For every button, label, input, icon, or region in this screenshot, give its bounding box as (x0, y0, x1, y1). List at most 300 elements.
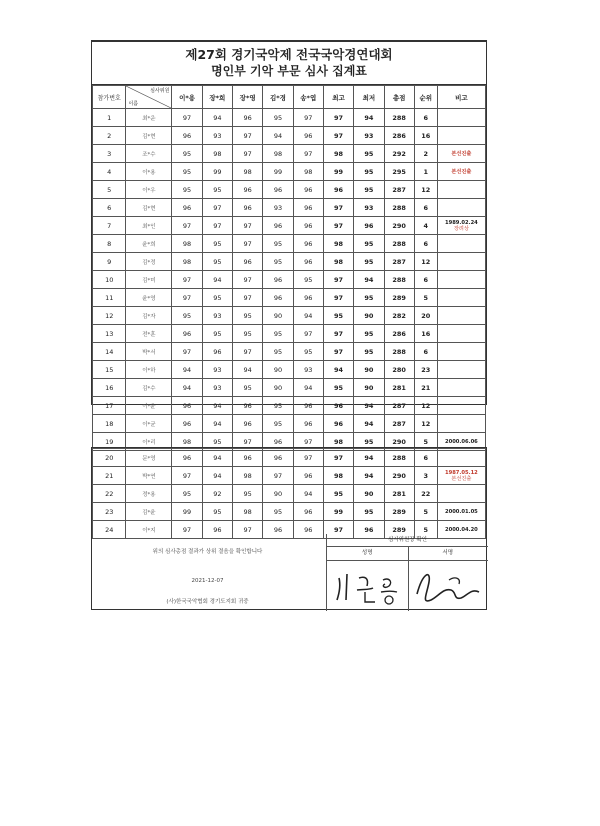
min-score-cell: 90 (354, 379, 384, 397)
contestant-name-cell: 김*현 (126, 127, 172, 145)
judge2-score-cell: 94 (202, 449, 232, 467)
table-row (93, 397, 486, 415)
contestant-name-cell: 김*미 (126, 271, 172, 289)
entry-no-cell: 23 (93, 503, 126, 521)
handwritten-name (329, 564, 409, 608)
judge3-score-cell: 98 (233, 163, 263, 181)
judge3-score-cell: 98 (233, 467, 263, 485)
judge-name-header (126, 86, 172, 109)
table-row (93, 307, 486, 325)
total-score-cell: 290 (384, 217, 414, 235)
judge5-score-cell: 96 (293, 217, 323, 235)
total-score-cell: 280 (384, 361, 414, 379)
total-score-cell: 289 (384, 503, 414, 521)
entry-no-cell: 18 (93, 415, 126, 433)
judge2-score-cell: 95 (202, 253, 232, 271)
total-score-cell: 287 (384, 415, 414, 433)
min-score-cell: 95 (354, 343, 384, 361)
total-score-cell: 287 (384, 181, 414, 199)
remark-cell (437, 307, 485, 325)
table-row (93, 181, 486, 199)
rank-cell: 1 (414, 163, 437, 181)
judge3-score-cell: 95 (233, 379, 263, 397)
judge5-score-cell: 96 (293, 415, 323, 433)
score-table (92, 85, 486, 451)
judge3-score-cell: 96 (233, 415, 263, 433)
judge4-score-cell: 95 (263, 503, 293, 521)
judge4-score-cell: 93 (263, 199, 293, 217)
entry-no-cell: 17 (93, 397, 126, 415)
remark-cell (437, 415, 485, 433)
min-score-cell: 94 (354, 449, 384, 467)
total-score-cell: 289 (384, 521, 414, 539)
judge1-score-cell: 97 (172, 343, 202, 361)
judge4-score-cell: 90 (263, 379, 293, 397)
remark-cell (437, 325, 485, 343)
remark-cell (437, 253, 485, 271)
contestant-name-cell: 정*용 (126, 485, 172, 503)
judge5-score-cell: 96 (293, 289, 323, 307)
max-score-cell: 95 (323, 485, 353, 503)
min-score-cell: 90 (354, 485, 384, 503)
judge2-score-cell: 99 (202, 163, 232, 181)
table-row (93, 109, 486, 127)
judge2-score-cell: 94 (202, 415, 232, 433)
judge5-score-cell: 96 (293, 521, 323, 539)
max-header: 최고 (323, 86, 353, 109)
max-score-cell: 97 (323, 449, 353, 467)
judge5-score-cell: 96 (293, 503, 323, 521)
remark-cell (437, 163, 485, 181)
total-score-cell: 288 (384, 271, 414, 289)
contestant-name-cell: 박*서 (126, 343, 172, 361)
table-row (93, 467, 486, 485)
rank-cell: 6 (414, 449, 437, 467)
judge3-score-cell: 97 (233, 433, 263, 451)
document-title: 제27회 경기국악제 전국국악경연대회 (185, 47, 393, 62)
rank-cell: 12 (414, 253, 437, 271)
contestant-name-cell: 전*훈 (126, 325, 172, 343)
judge2-score-cell: 97 (202, 199, 232, 217)
min-score-cell: 95 (354, 325, 384, 343)
max-score-cell: 96 (323, 397, 353, 415)
min-score-cell: 96 (354, 521, 384, 539)
judge5-score-cell: 96 (293, 127, 323, 145)
max-score-cell: 97 (323, 127, 353, 145)
judge1-score-cell: 96 (172, 397, 202, 415)
judge1-score-cell: 97 (172, 217, 202, 235)
contestant-name-cell: 이*윤 (126, 397, 172, 415)
min-header: 최저 (354, 86, 384, 109)
entry-no-cell: 5 (93, 181, 126, 199)
contestant-name-cell: 이*리 (126, 433, 172, 451)
judge3-score-cell: 94 (233, 361, 263, 379)
total-score-cell: 295 (384, 163, 414, 181)
rank-cell: 5 (414, 433, 437, 451)
remarks-header: 비고 (437, 86, 485, 109)
judge2-score-cell: 95 (202, 503, 232, 521)
judge3-score-cell: 96 (233, 449, 263, 467)
judge2-score-cell: 93 (202, 361, 232, 379)
judge5-score-cell: 98 (293, 163, 323, 181)
contestant-name-cell: 김*정 (126, 253, 172, 271)
contestant-name-cell: 윤*희 (126, 235, 172, 253)
judge5-score-cell: 96 (293, 467, 323, 485)
contestant-name-cell: 최*운 (126, 109, 172, 127)
judge4-score-cell: 96 (263, 217, 293, 235)
min-score-cell: 94 (354, 397, 384, 415)
judge2-score-cell: 95 (202, 325, 232, 343)
judge3-score-cell: 97 (233, 127, 263, 145)
entry-no-cell: 24 (93, 521, 126, 539)
rank-cell: 4 (414, 217, 437, 235)
name-column-label: 성명 (361, 550, 373, 556)
judge1-score-cell: 95 (172, 145, 202, 163)
judge1-score-cell: 95 (172, 307, 202, 325)
chief-judge-signature-box (326, 534, 488, 611)
judge5-score-cell: 96 (293, 235, 323, 253)
judge4-score-cell: 95 (263, 397, 293, 415)
remark-line-1: 2000.04.20 (444, 526, 478, 533)
entry-no-cell: 3 (93, 145, 126, 163)
total-score-cell: 288 (384, 449, 414, 467)
min-score-cell: 96 (354, 217, 384, 235)
max-score-cell: 96 (323, 181, 353, 199)
table-row (93, 163, 486, 181)
rank-cell: 5 (414, 521, 437, 539)
entry-no-header: 참가번호 (93, 86, 126, 109)
rank-cell: 6 (414, 271, 437, 289)
table-row (93, 289, 486, 307)
remark-cell (437, 449, 485, 467)
total-score-cell: 288 (384, 343, 414, 361)
judge2-score-cell: 95 (202, 289, 232, 307)
judge1-score-cell: 97 (172, 467, 202, 485)
min-score-cell: 95 (354, 181, 384, 199)
judge2-score-cell: 95 (202, 181, 232, 199)
judge3-score-cell: 95 (233, 307, 263, 325)
table-row (93, 271, 486, 289)
judge4-score-cell: 95 (263, 415, 293, 433)
total-score-cell: 281 (384, 485, 414, 503)
tally-sheet-page-1 (91, 40, 487, 446)
rank-cell: 6 (414, 199, 437, 217)
entry-no-cell: 21 (93, 467, 126, 485)
entry-no-cell: 20 (93, 449, 126, 467)
max-score-cell: 97 (323, 343, 353, 361)
table-row (93, 361, 486, 379)
remark-cell (437, 361, 485, 379)
judge4-score-cell: 95 (263, 343, 293, 361)
judge4-score-cell: 96 (263, 271, 293, 289)
contestant-name-cell: 조*수 (126, 145, 172, 163)
judge4-score-cell: 98 (263, 145, 293, 163)
judge-header-1: 이*용 (172, 86, 202, 109)
rank-cell: 5 (414, 503, 437, 521)
judge4-score-cell: 97 (263, 467, 293, 485)
total-score-cell: 286 (384, 127, 414, 145)
judge1-score-cell: 94 (172, 361, 202, 379)
document-subtitle: 명인부 기악 부문 심사 집계표 (211, 64, 367, 78)
judge2-score-cell: 93 (202, 379, 232, 397)
judge3-score-cell: 95 (233, 325, 263, 343)
max-score-cell: 97 (323, 217, 353, 235)
entry-no-cell: 13 (93, 325, 126, 343)
rank-cell: 16 (414, 325, 437, 343)
total-score-cell: 290 (384, 433, 414, 451)
judge1-score-cell: 96 (172, 415, 202, 433)
entry-no-cell: 8 (93, 235, 126, 253)
remark-line-2: 본선진출 (451, 475, 472, 482)
remark-cell (437, 397, 485, 415)
table-row (93, 127, 486, 145)
table-row (93, 253, 486, 271)
footer-confirmation (92, 534, 486, 611)
max-score-cell: 97 (323, 109, 353, 127)
rank-cell: 6 (414, 235, 437, 253)
judge5-score-cell: 94 (293, 485, 323, 503)
remark-cell (437, 485, 485, 503)
judge3-score-cell: 96 (233, 253, 263, 271)
total-score-cell: 288 (384, 199, 414, 217)
remark-cell (437, 271, 485, 289)
score-table-body (93, 109, 486, 451)
max-score-cell: 95 (323, 379, 353, 397)
judge5-score-cell: 96 (293, 181, 323, 199)
judge1-score-cell: 97 (172, 521, 202, 539)
judge3-score-cell: 97 (233, 343, 263, 361)
remark-line-1: 본선진출 (451, 150, 472, 157)
confirmation-date: 2021-12-07 (191, 578, 224, 584)
table-row (93, 217, 486, 235)
table-row (93, 449, 486, 467)
judge3-score-cell: 97 (233, 271, 263, 289)
table-row (93, 199, 486, 217)
min-score-cell: 95 (354, 145, 384, 163)
contestant-name-cell: 이*우 (126, 181, 172, 199)
judge1-score-cell: 96 (172, 449, 202, 467)
judge1-score-cell: 95 (172, 163, 202, 181)
remark-cell (437, 181, 485, 199)
judge4-score-cell: 99 (263, 163, 293, 181)
remark-cell (437, 467, 485, 485)
entry-no-cell: 15 (93, 361, 126, 379)
remark-cell (437, 289, 485, 307)
contestant-name-cell: 김*수 (126, 379, 172, 397)
entry-no-cell: 2 (93, 127, 126, 145)
judge4-score-cell: 95 (263, 109, 293, 127)
contestant-name-cell: 최*인 (126, 217, 172, 235)
judge1-score-cell: 96 (172, 199, 202, 217)
min-score-cell: 90 (354, 361, 384, 379)
max-score-cell: 98 (323, 253, 353, 271)
name-label: 이름 (128, 101, 139, 107)
min-score-cell: 94 (354, 467, 384, 485)
signature-box-header: 심사위원장 확인 (327, 534, 488, 547)
rank-cell: 23 (414, 361, 437, 379)
judge1-score-cell: 94 (172, 379, 202, 397)
judge5-score-cell: 95 (293, 343, 323, 361)
entry-no-cell: 22 (93, 485, 126, 503)
min-score-cell: 90 (354, 307, 384, 325)
max-score-cell: 97 (323, 199, 353, 217)
judge1-score-cell: 97 (172, 109, 202, 127)
entry-no-cell: 12 (93, 307, 126, 325)
remark-line-2: 장려상 (453, 225, 469, 232)
judge4-score-cell: 96 (263, 289, 293, 307)
rank-cell: 20 (414, 307, 437, 325)
max-score-cell: 95 (323, 307, 353, 325)
score-table-continued (92, 448, 486, 539)
total-score-cell: 288 (384, 109, 414, 127)
remark-cell (437, 109, 485, 127)
table-row (93, 343, 486, 361)
judge3-score-cell: 98 (233, 503, 263, 521)
judge5-score-cell: 97 (293, 433, 323, 451)
judge4-score-cell: 94 (263, 127, 293, 145)
judge2-score-cell: 94 (202, 271, 232, 289)
remark-cell (437, 199, 485, 217)
judge3-score-cell: 96 (233, 397, 263, 415)
total-score-cell: 286 (384, 325, 414, 343)
remark-line-1: 2000.01.05 (444, 508, 478, 515)
contestant-name-cell: 김*윤 (126, 503, 172, 521)
judge5-score-cell: 96 (293, 397, 323, 415)
judge5-score-cell: 96 (293, 253, 323, 271)
min-score-cell: 95 (354, 503, 384, 521)
judge5-score-cell: 96 (293, 199, 323, 217)
judge5-score-cell: 97 (293, 145, 323, 163)
judge2-score-cell: 94 (202, 109, 232, 127)
contestant-name-cell: 이*용 (126, 163, 172, 181)
max-score-cell: 97 (323, 325, 353, 343)
judge4-score-cell: 96 (263, 433, 293, 451)
tally-sheet-page-2 (91, 447, 487, 610)
remark-cell (437, 235, 485, 253)
table-row (93, 503, 486, 521)
rank-cell: 6 (414, 109, 437, 127)
judge2-score-cell: 93 (202, 127, 232, 145)
judge2-score-cell: 95 (202, 433, 232, 451)
judge3-score-cell: 97 (233, 217, 263, 235)
judge3-score-cell: 96 (233, 109, 263, 127)
judge2-score-cell: 95 (202, 235, 232, 253)
table-row (93, 415, 486, 433)
max-score-cell: 99 (323, 503, 353, 521)
max-score-cell: 99 (323, 163, 353, 181)
judge3-score-cell: 96 (233, 199, 263, 217)
remark-cell (437, 127, 485, 145)
remark-line-1: 2000.06.06 (444, 438, 478, 445)
min-score-cell: 93 (354, 127, 384, 145)
judge2-score-cell: 96 (202, 521, 232, 539)
entry-no-cell: 4 (93, 163, 126, 181)
min-score-cell: 93 (354, 199, 384, 217)
table-header-row (93, 86, 486, 109)
judge3-score-cell: 95 (233, 485, 263, 503)
judge5-score-cell: 95 (293, 271, 323, 289)
judge3-score-cell: 97 (233, 235, 263, 253)
judge2-score-cell: 94 (202, 397, 232, 415)
judge5-score-cell: 97 (293, 109, 323, 127)
judge1-score-cell: 96 (172, 325, 202, 343)
signature-column-label: 서명 (442, 550, 454, 556)
total-score-cell: 288 (384, 235, 414, 253)
judge4-score-cell: 96 (263, 521, 293, 539)
judge-label: 심사위원 (150, 88, 170, 94)
min-score-cell: 95 (354, 289, 384, 307)
contestant-name-cell: 이*지 (126, 521, 172, 539)
judge5-score-cell: 93 (293, 361, 323, 379)
judge-header-2: 장*희 (202, 86, 232, 109)
judge1-score-cell: 98 (172, 253, 202, 271)
max-score-cell: 98 (323, 235, 353, 253)
rank-cell: 12 (414, 397, 437, 415)
contestant-name-cell: 김*자 (126, 307, 172, 325)
contestant-name-cell: 이*균 (126, 415, 172, 433)
remark-line-1: 1987.05.12 (444, 469, 478, 476)
rank-cell: 12 (414, 181, 437, 199)
judge1-score-cell: 95 (172, 181, 202, 199)
judge2-score-cell: 98 (202, 145, 232, 163)
min-score-cell: 94 (354, 109, 384, 127)
total-score-cell: 287 (384, 253, 414, 271)
max-score-cell: 97 (323, 271, 353, 289)
max-score-cell: 97 (323, 521, 353, 539)
remark-line-1: 1989.02.24 (444, 219, 478, 226)
table-row (93, 379, 486, 397)
max-score-cell: 94 (323, 361, 353, 379)
organization-name: (사)한국국악협회 경기도지회 귀중 (166, 599, 249, 605)
remark-cell (437, 343, 485, 361)
title-block (92, 42, 486, 85)
judge2-score-cell: 96 (202, 343, 232, 361)
total-score-cell: 289 (384, 289, 414, 307)
judge2-score-cell: 97 (202, 217, 232, 235)
max-score-cell: 96 (323, 415, 353, 433)
remark-cell (437, 503, 485, 521)
min-score-cell: 95 (354, 433, 384, 451)
table-row (93, 325, 486, 343)
judge1-score-cell: 99 (172, 503, 202, 521)
judge-header-3: 장*영 (233, 86, 263, 109)
judge3-score-cell: 97 (233, 289, 263, 307)
entry-no-cell: 6 (93, 199, 126, 217)
judge4-score-cell: 95 (263, 325, 293, 343)
remark-cell (437, 217, 485, 235)
max-score-cell: 97 (323, 289, 353, 307)
judge4-score-cell: 90 (263, 307, 293, 325)
rank-header: 순위 (414, 86, 437, 109)
entry-no-cell: 10 (93, 271, 126, 289)
rank-cell: 21 (414, 379, 437, 397)
judge-header-4: 김*경 (263, 86, 293, 109)
max-score-cell: 98 (323, 467, 353, 485)
table-row (93, 145, 486, 163)
signature-scribble (409, 564, 489, 608)
total-score-cell: 282 (384, 307, 414, 325)
table-row (93, 485, 486, 503)
rank-cell: 12 (414, 415, 437, 433)
entry-no-cell: 9 (93, 253, 126, 271)
min-score-cell: 94 (354, 271, 384, 289)
judge5-score-cell: 97 (293, 325, 323, 343)
max-score-cell: 98 (323, 145, 353, 163)
entry-no-cell: 14 (93, 343, 126, 361)
judge4-score-cell: 90 (263, 485, 293, 503)
judge3-score-cell: 97 (233, 521, 263, 539)
rank-cell: 6 (414, 343, 437, 361)
